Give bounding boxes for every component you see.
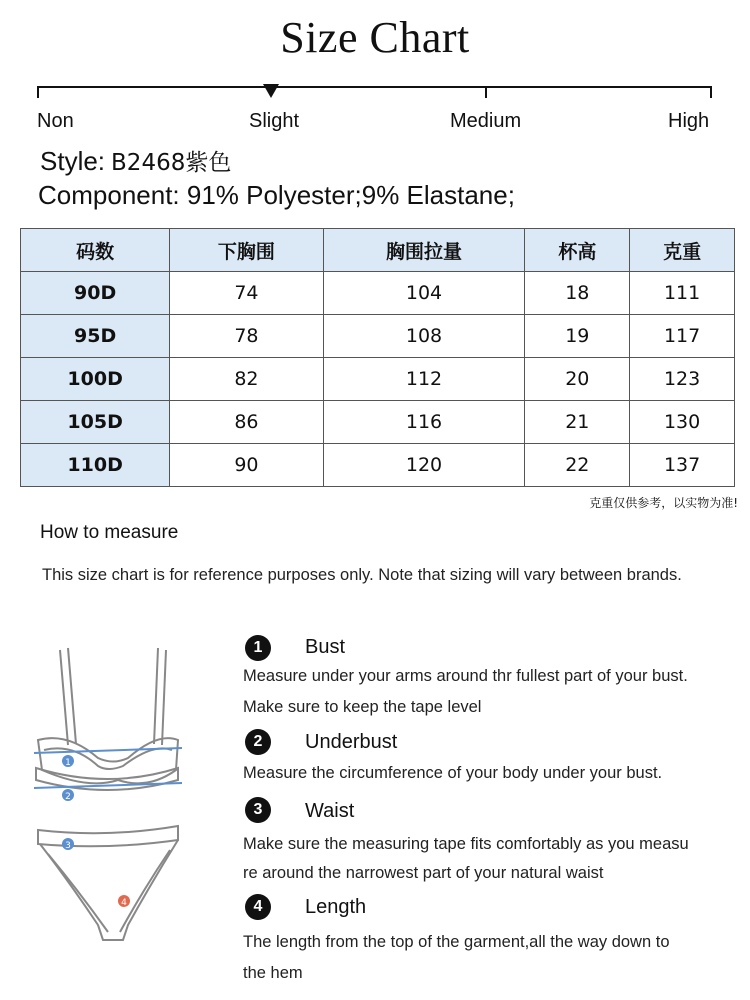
- scale-label-slight: Slight: [249, 110, 300, 132]
- step-text: Measure under your arms around thr fullest part of your bust.: [243, 667, 688, 685]
- step-number-icon: 2: [245, 729, 271, 755]
- table-cell: 74: [170, 272, 323, 315]
- style-value: B2468紫色: [111, 150, 232, 176]
- step-text: Make sure the measuring tape fits comfortably as you measu: [243, 835, 689, 853]
- scale-tick: [485, 86, 487, 98]
- table-cell: 104: [323, 272, 525, 315]
- step-number-icon: 1: [245, 635, 271, 661]
- table-row: [21, 444, 735, 487]
- scale-label-non: Non: [37, 110, 74, 132]
- table-header-row: [21, 229, 735, 272]
- step-title: Length: [305, 896, 367, 918]
- table-cell: 21: [525, 401, 630, 444]
- diagram-marker-1-label: 1: [65, 758, 71, 768]
- table-cell: 108: [323, 315, 525, 358]
- step-text: Measure the circumference of your body under your bust.: [243, 764, 663, 782]
- scale-tick: [37, 86, 39, 98]
- step-text: Make sure to keep the tape level: [243, 698, 482, 716]
- scale-pointer-icon: [263, 84, 279, 98]
- header-size: 码数: [21, 229, 170, 272]
- table-cell: 123: [630, 358, 735, 401]
- table-cell: 95D: [21, 315, 170, 358]
- size-table: [20, 228, 735, 487]
- style-line: [40, 144, 231, 177]
- table-cell: 110D: [21, 444, 170, 487]
- diagram-marker-2: [62, 789, 74, 802]
- table-cell: 100D: [21, 358, 170, 401]
- table-cell: 105D: [21, 401, 170, 444]
- table-cell: 112: [323, 358, 525, 401]
- header-cup-height: 杯高: [525, 229, 630, 272]
- step-text: The length from the top of the garment,all the way down to: [243, 933, 670, 951]
- table-row: [21, 272, 735, 315]
- scale-label-high: High: [668, 110, 710, 132]
- diagram-marker-4-label: 4: [121, 898, 127, 908]
- scale-label-medium: Medium: [450, 110, 522, 132]
- bikini-diagram: [28, 640, 198, 960]
- header-bust-stretch: 胸围拉量: [323, 229, 525, 272]
- table-cell: 78: [170, 315, 323, 358]
- diagram-marker-3-label: 3: [65, 841, 71, 851]
- table-cell: 116: [323, 401, 525, 444]
- table-cell: 90: [170, 444, 323, 487]
- page-title: Size Chart: [280, 13, 470, 62]
- reference-note: This size chart is for reference purposes only. Note that sizing will vary between brands.: [42, 566, 682, 584]
- table-cell: 19: [525, 315, 630, 358]
- table-cell: 137: [630, 444, 735, 487]
- component-line: Component: 91% Polyester;9% Elastane;: [38, 180, 515, 210]
- how-to-measure-heading: How to measure: [40, 522, 179, 543]
- scale-tick: [710, 86, 712, 98]
- table-row: [21, 401, 735, 444]
- style-label: Style:: [40, 146, 106, 176]
- step-text: the hem: [243, 964, 303, 982]
- step-title: Bust: [305, 636, 346, 658]
- header-underbust: 下胸围: [170, 229, 323, 272]
- step-number-icon: 4: [245, 894, 271, 920]
- table-cell: 86: [170, 401, 323, 444]
- diagram-marker-4: [118, 895, 130, 908]
- table-cell: 22: [525, 444, 630, 487]
- table-cell: 130: [630, 401, 735, 444]
- step-title: Waist: [305, 800, 355, 822]
- table-cell: 117: [630, 315, 735, 358]
- step-text: re around the narrowest part of your natural waist: [243, 864, 604, 882]
- table-cell: 120: [323, 444, 525, 487]
- scale-line: [38, 86, 712, 88]
- table-cell: 82: [170, 358, 323, 401]
- step-number-icon: 3: [245, 797, 271, 823]
- diagram-marker-3: [62, 838, 74, 851]
- table-cell: 18: [525, 272, 630, 315]
- diagram-marker-2-label: 2: [65, 792, 71, 802]
- table-cell: 111: [630, 272, 735, 315]
- table-note: 克重仅供参考，以实物为准!: [589, 496, 738, 510]
- header-weight: 克重: [630, 229, 735, 272]
- table-cell: 20: [525, 358, 630, 401]
- table-row: [21, 315, 735, 358]
- diagram-marker-1: [62, 755, 74, 768]
- step-title: Underbust: [305, 731, 398, 753]
- table-row: [21, 358, 735, 401]
- table-cell: 90D: [21, 272, 170, 315]
